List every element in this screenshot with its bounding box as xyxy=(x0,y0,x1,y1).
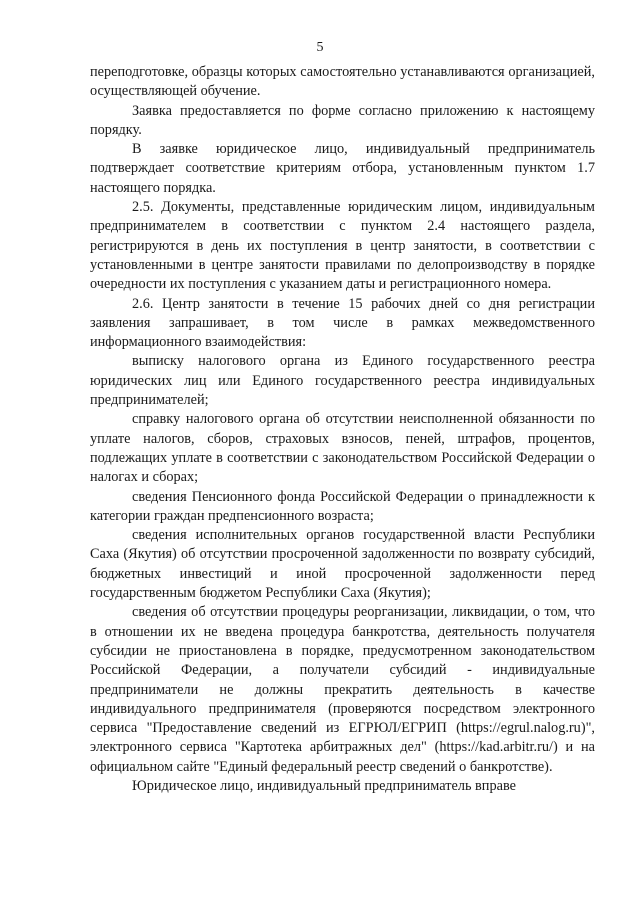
paragraph: переподготовке, образцы которых самостоятельно устанавливаются организацией, осуществляющей обучение. xyxy=(90,64,595,100)
paragraph: сведения исполнительных органов государственной власти Республики Саха (Якутия) об отсутствии просроченной задолженности по возврату субсидий, бюджетных инвестиций и иной просроченной задолженности перед государственным бюджетом Республики Саха (Якутия); xyxy=(90,527,595,602)
paragraph: сведения Пенсионного фонда Российской Федерации о принадлежности к категории граждан предпенсионного возраста; xyxy=(90,488,595,524)
paragraph: 2.5. Документы, представленные юридическим лицом, индивидуальным предпринимателем в соответствии с пунктом 2.4 настоящего раздела, регистрируются в день их поступления в центр занятости, в соответствии с установленными в центре занятости правилами по делопроизводству в порядке очередности их поступления с указанием даты и регистрационного номера. xyxy=(90,199,595,293)
paragraph: 2.6. Центр занятости в течение 15 рабочих дней со дня регистрации заявления запрашивает, в том числе в рамках межведомственного информационного взаимодействия: xyxy=(90,295,595,351)
paragraph: Заявка предоставляется по форме согласно приложению к настоящему порядку. xyxy=(90,102,595,138)
paragraph: справку налогового органа об отсутствии неисполненной обязанности по уплате налогов, сборов, страховых взносов, пеней, штрафов, процентов, подлежащих уплате в соответствии с законодательством Российской Федерации о налогах и сборах; xyxy=(90,411,595,486)
paragraph: выписку налогового органа из Единого государственного реестра юридических лиц или Единого государственного реестра индивидуальных предпринимателей; xyxy=(90,353,595,409)
paragraph: сведения об отсутствии процедуры реорганизации, ликвидации, о том, что в отношении их не введена процедура банкротства, деятельность получателя субсидии не приостановлена в порядке, предусмотренном законодательством Российской Федерации, а получатели субсидий - индивидуальные предприниматели не должны прекратить деятельность в качестве индивидуального предпринимателя (проверяются посредством электронного сервиса "Предоставление сведений из ЕГРЮЛ/ЕГРИП (https://egrul.nalog.ru)", электронного сервиса "Картотека арбитражных дел" (https://kad.arbitr.ru/) и на официальном сайте "Единый федеральный реестр сведений о банкротстве). xyxy=(90,604,595,775)
document-body xyxy=(90,63,595,796)
paragraph: Юридическое лицо, индивидуальный предприниматель вправе xyxy=(132,777,516,794)
page-number: 5 xyxy=(316,40,324,55)
paragraph: В заявке юридическое лицо, индивидуальный предприниматель подтверждает соответствие критериям отбора, установленным пунктом 1.7 настоящего порядка. xyxy=(90,141,595,196)
